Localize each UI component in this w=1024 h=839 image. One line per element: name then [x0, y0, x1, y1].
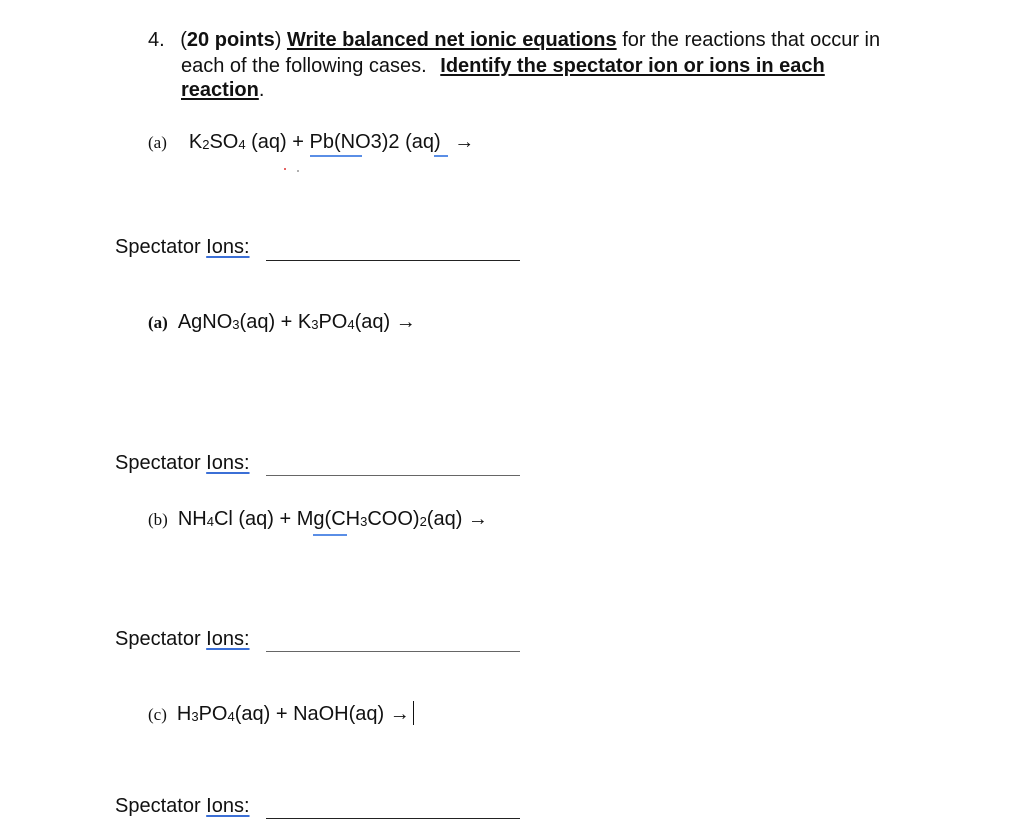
spectator-ions-3: [115, 628, 250, 651]
paren-close: ): [274, 29, 282, 51]
text-cursor: [413, 701, 414, 725]
arrow-icon: →: [454, 131, 475, 153]
equation-4: [148, 701, 414, 726]
reactant-2: Mg(CH: [296, 508, 361, 530]
question-number: 4.: [148, 29, 165, 51]
question-line-2: [181, 54, 825, 79]
ions-label: Ions:: [206, 452, 250, 474]
subscript: 3: [360, 514, 368, 529]
spellcheck-underline: [434, 155, 448, 157]
subscript: 3: [311, 317, 319, 332]
reactant-1: NH: [177, 508, 207, 530]
spellcheck-underline: [313, 534, 347, 536]
reactant-2: K: [297, 311, 312, 333]
state-label: (aq): [426, 508, 468, 530]
reactant-1-part: PO: [198, 703, 228, 725]
state-label: (aq): [245, 131, 293, 153]
subscript: 4: [347, 317, 355, 332]
state-label: (aq) + NaOH(aq): [234, 703, 390, 725]
arrow-icon: →: [395, 311, 416, 333]
instruction-net-ionic: Write balanced net ionic equations: [286, 29, 617, 51]
arrow-icon: →: [467, 508, 488, 530]
question-line-3: [181, 78, 264, 103]
state-label: (aq): [354, 311, 396, 333]
spectator-label: Spectator: [115, 452, 207, 474]
part-label: (c): [148, 705, 167, 724]
spectator-label: Spectator: [115, 795, 207, 817]
subscript: 2: [202, 137, 210, 152]
question-text-2: each of the following cases.: [181, 55, 427, 77]
spectator-label: Spectator: [115, 236, 207, 258]
subscript: 4: [238, 137, 246, 152]
reactant-1-part: Cl: [213, 508, 233, 530]
spellcheck-underline: [310, 155, 362, 157]
ions-label: Ions:: [206, 628, 250, 650]
question-period: .: [258, 79, 265, 101]
subscript: 3: [232, 317, 240, 332]
arrow-icon: →: [389, 703, 410, 725]
plus-sign: +: [292, 131, 304, 153]
ions-label: Ions:: [206, 795, 250, 817]
stray-mark: [297, 170, 299, 172]
answer-blank-1[interactable]: [266, 260, 520, 261]
paren-open: (: [180, 29, 187, 51]
reactant-2-part: COO): [367, 508, 420, 530]
stray-mark: [284, 168, 286, 170]
question-text-1: for the reactions that occur in: [616, 29, 881, 51]
reactant-2: Pb(NO3)2: [303, 131, 406, 153]
points-label: 20 points: [186, 29, 275, 51]
reactant-1: K: [188, 131, 203, 153]
spectator-ions-2: [115, 452, 250, 475]
equation-1: [148, 131, 474, 154]
subscript: 3: [191, 709, 199, 724]
part-label: (a): [148, 313, 168, 332]
reactant-1: H: [176, 703, 192, 725]
equation-3: [148, 508, 488, 531]
reactant-1-part: SO: [209, 131, 239, 153]
equation-2: [148, 311, 416, 334]
subscript: 4: [227, 709, 235, 724]
answer-blank-2[interactable]: [266, 475, 520, 476]
state-label: (aq) +: [232, 508, 297, 530]
state-label: (aq): [405, 131, 441, 153]
ions-label: Ions:: [206, 236, 250, 258]
part-label: (b): [148, 510, 168, 529]
spectator-label: Spectator: [115, 628, 207, 650]
subscript: 2: [419, 514, 427, 529]
instruction-spectator: Identify the spectator ion or ions in each: [440, 55, 825, 77]
reactant-2-part: PO: [318, 311, 348, 333]
state-label: (aq) +: [239, 311, 298, 333]
part-label: (a): [148, 133, 167, 152]
answer-blank-4[interactable]: [266, 818, 520, 819]
spectator-ions-4: [115, 795, 250, 818]
subscript: 4: [206, 514, 214, 529]
spectator-ions-1: [115, 236, 250, 259]
instruction-reaction: reaction: [181, 79, 259, 101]
answer-blank-3[interactable]: [266, 651, 520, 652]
question-line-1: [148, 28, 880, 53]
reactant-1: AgNO: [177, 311, 233, 333]
